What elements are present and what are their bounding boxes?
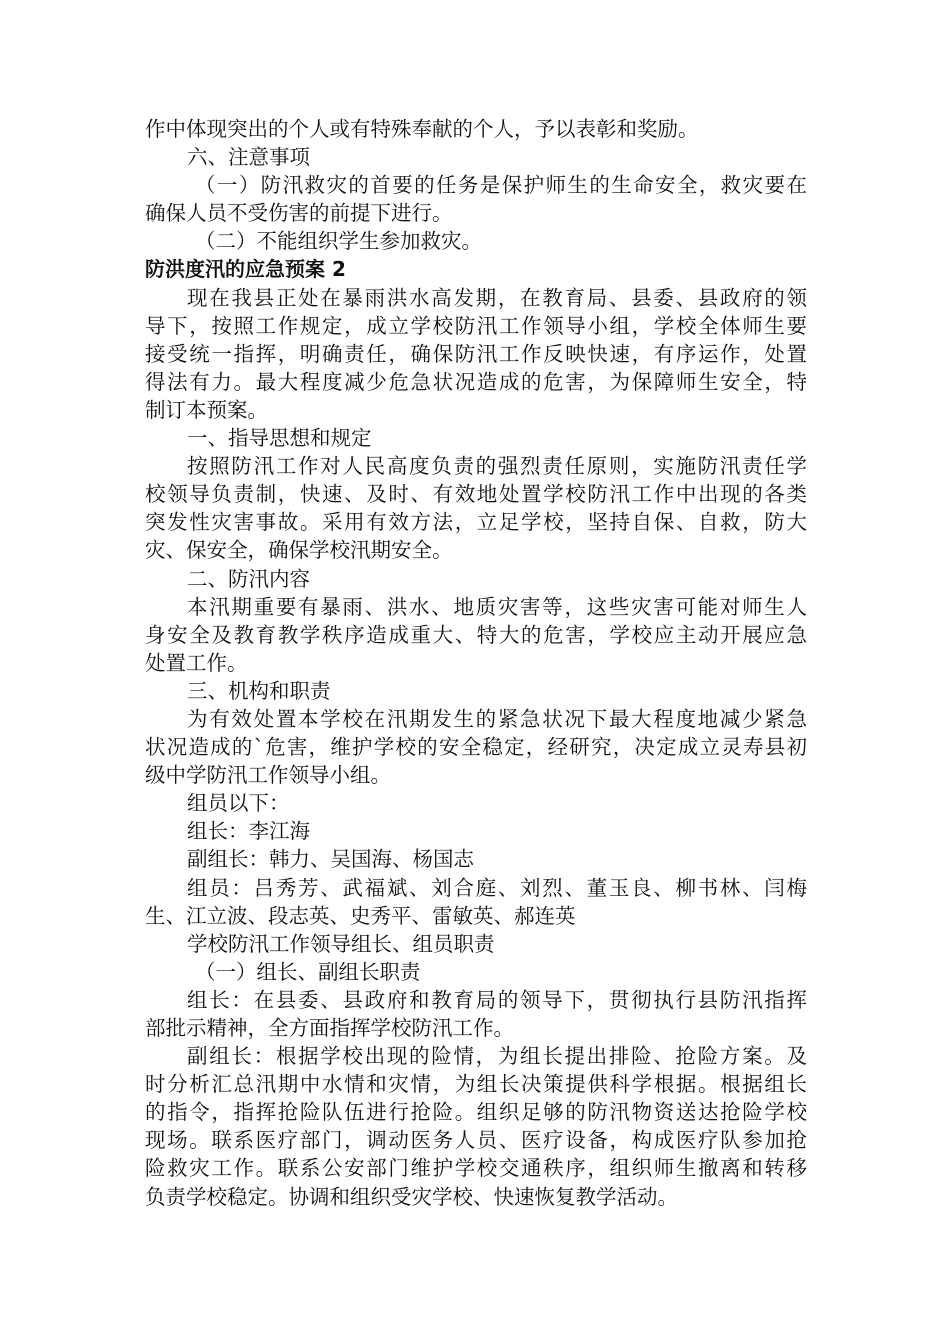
text-line: 突发性灾害事故。采用有效方法，立足学校，坚持自保、自救，防大	[145, 510, 807, 535]
text-line: 处置工作。	[145, 650, 248, 675]
text-line: 学校防汛工作领导组长、组员职责	[187, 931, 495, 956]
text-line: 校领导负责制，快速、及时、有效地处置学校防汛工作中出现的各类	[145, 482, 807, 507]
text-line: 生、江立波、段志英、史秀平、雷敏英、郝连英	[145, 903, 576, 928]
text-line: 六、注意事项	[187, 145, 310, 170]
text-line: 作中体现突出的个人或有特殊奉献的个人，予以表彰和奖励。	[145, 117, 699, 141]
text-line: 部批示精神，全方面指挥学校防汛工作。	[145, 1016, 514, 1040]
text-line: 险救灾工作。联系公安部门维护学校交通秩序，组织师生撤离和转移	[145, 1156, 807, 1181]
text-line: 副组长：根据学校出现的险情，为组长提出排险、抢险方案。及	[187, 1044, 807, 1069]
text-line: 身安全及教育教学秩序造成重大、特大的危害，学校应主动开展应急	[145, 622, 807, 647]
document-body	[145, 115, 807, 1211]
text-line: 按照防汛工作对人民高度负责的强烈责任原则，实施防汛责任学	[187, 454, 807, 479]
text-line: 二、防汛内容	[187, 566, 310, 591]
text-line: 制订本预案。	[145, 397, 268, 422]
text-line: （二）不能组织学生参加救灾。	[195, 229, 482, 254]
text-line: 本汛期重要有暴雨、洪水、地质灾害等，这些灾害可能对师生人	[187, 594, 807, 619]
text-line: 导下，按照工作规定，成立学校防汛工作领导小组，学校全体师生要	[145, 313, 807, 338]
text-line: 得法有力。最大程度减少危急状况造成的危害，为保障师生安全，特	[145, 369, 807, 394]
text-line: 为有效处置本学校在汛期发生的紧急状况下最大程度地减少紧急	[187, 706, 807, 731]
text-line: 负责学校稳定。协调和组织受灾学校、快速恢复教学活动。	[145, 1184, 678, 1209]
text-line: 副组长：韩力、吴国海、杨国志	[187, 847, 474, 872]
text-line: 时分析汇总汛期中水情和灾情，为组长决策提供科学根据。根据组长	[145, 1072, 807, 1097]
text-line: 组员以下：	[187, 791, 290, 816]
text-line: 确保人员不受伤害的前提下进行。	[145, 201, 453, 226]
text-line: 接受统一指挥，明确责任，确保防汛工作反映快速，有序运作，处置	[145, 341, 807, 366]
text-line: 现在我县正处在暴雨洪水高发期，在教育局、县委、县政府的领	[187, 285, 807, 310]
text-line: 的指令，指挥抢险队伍进行抢险。组织足够的防汛物资送达抢险学校	[145, 1100, 807, 1125]
text-line: 级中学防汛工作领导小组。	[145, 763, 391, 788]
text-line: 灾、保安全，确保学校汛期安全。	[145, 538, 453, 563]
text-line: 一、指导思想和规定	[187, 426, 372, 451]
text-line: 状况造成的`危害，维护学校的安全稳定，经研究，决定成立灵寿县初	[145, 735, 807, 760]
text-line: 组长：李江海	[187, 819, 310, 844]
text-line: 组长：在县委、县政府和教育局的领导下，贯彻执行县防汛指挥	[187, 987, 807, 1012]
text-line: 组员：吕秀芳、武福斌、刘合庭、刘烈、董玉良、柳书林、闫梅	[187, 875, 807, 900]
text-line: （一）防汛救灾的首要的任务是保护师生的生命安全，救灾要在	[195, 173, 807, 198]
section-heading: 防洪度汛的应急预案 2	[145, 257, 346, 282]
text-line: （一）组长、副组长职责	[195, 959, 421, 984]
text-line: 现场。联系医疗部门，调动医务人员、医疗设备，构成医疗队参加抢	[145, 1128, 807, 1153]
text-line: 三、机构和职责	[187, 678, 331, 703]
